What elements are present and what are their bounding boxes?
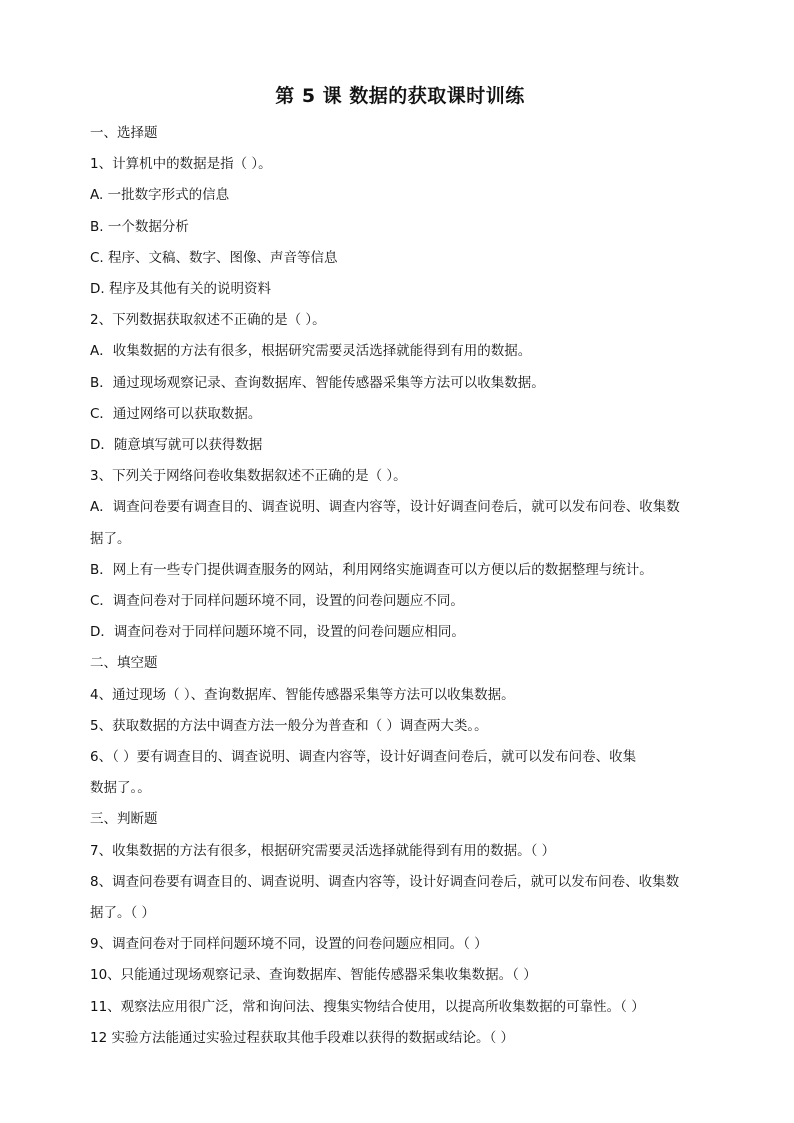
answer-option: B．通过现场观察记录、查询数据库、智能传感器采集等方法可以收集数据。	[90, 374, 545, 391]
question-list	[90, 118, 710, 1054]
question-text: 7、收集数据的方法有很多，根据研究需要灵活选择就能得到有用的数据。（ ）	[90, 842, 556, 859]
section-heading: 二、填空题	[90, 655, 158, 672]
question-text: 2、下列数据获取叙述不正确的是（ ）。	[90, 312, 326, 329]
answer-option: B. 一个数据分析	[90, 218, 189, 235]
question-text: 10、只能通过现场观察记录、查询数据库、智能传感器采集收集数据。（ ）	[90, 967, 537, 984]
answer-option: C．调查问卷对于同样问题环境不同，设置的问卷问题应不同。	[90, 593, 464, 610]
answer-option: A．调查问卷要有调查目的、调查说明、调查内容等，设计好调查问卷后，就可以发布问卷、收集数	[90, 499, 680, 516]
document-page	[90, 82, 710, 1054]
answer-option: D．调查问卷对于同样问题环境不同，设置的问卷问题应相同。	[90, 624, 465, 641]
question-text: 3、下列关于网络问卷收集数据叙述不正确的是（ ）。	[90, 468, 407, 485]
answer-option: D. 程序及其他有关的说明资料	[90, 281, 271, 298]
page-title: 第 5 课 数据的获取课时训练	[275, 85, 525, 107]
question-text: 8、调查问卷要有调查目的、调查说明、调查内容等，设计好调查问卷后，就可以发布问卷、收集数	[90, 873, 680, 890]
section-heading: 三、判断题	[90, 811, 158, 828]
section-heading: 一、选择题	[90, 125, 158, 141]
question-text: 4、通过现场（ ）、查询数据库、智能传感器采集等方法可以收集数据。	[90, 686, 515, 703]
continued-text: 数据了。。	[90, 780, 151, 797]
question-text: 6、（ ）要有调查目的、调查说明、调查内容等，设计好调查问卷后，就可以发布问卷、收集	[90, 749, 637, 766]
answer-option: A．收集数据的方法有很多，根据研究需要灵活选择就能得到有用的数据。	[90, 343, 532, 360]
question-text: 12 实验方法能通过实验过程获取其他手段难以获得的数据或结论。（ ）	[90, 1029, 515, 1046]
continued-text: 据了。	[90, 530, 131, 547]
answer-option: D．随意填写就可以获得数据	[90, 437, 263, 454]
question-text: 11、观察法应用很广泛，常和询问法、搜集实物结合使用，以提高所收集数据的可靠性。（ ）	[90, 998, 645, 1015]
question-text: 1、计算机中的数据是指（ ）。	[90, 156, 272, 173]
answer-option: C. 程序、文稿、数字、图像、声音等信息	[90, 249, 338, 266]
question-text: 5、获取数据的方法中调查方法一般分为普查和（ ）调查两大类。。	[90, 717, 488, 734]
question-text: 9、调查问卷对于同样问题环境不同，设置的问卷问题应相同。（ ）	[90, 936, 488, 953]
continued-text: 据了。（ ）	[90, 905, 156, 922]
answer-option: B．网上有一些专门提供调查服务的网站，利用网络实施调查可以方便以后的数据整理与统计。	[90, 561, 653, 578]
answer-option: C．通过网络可以获取数据。	[90, 405, 262, 422]
answer-option: A. 一批数字形式的信息	[90, 187, 230, 204]
